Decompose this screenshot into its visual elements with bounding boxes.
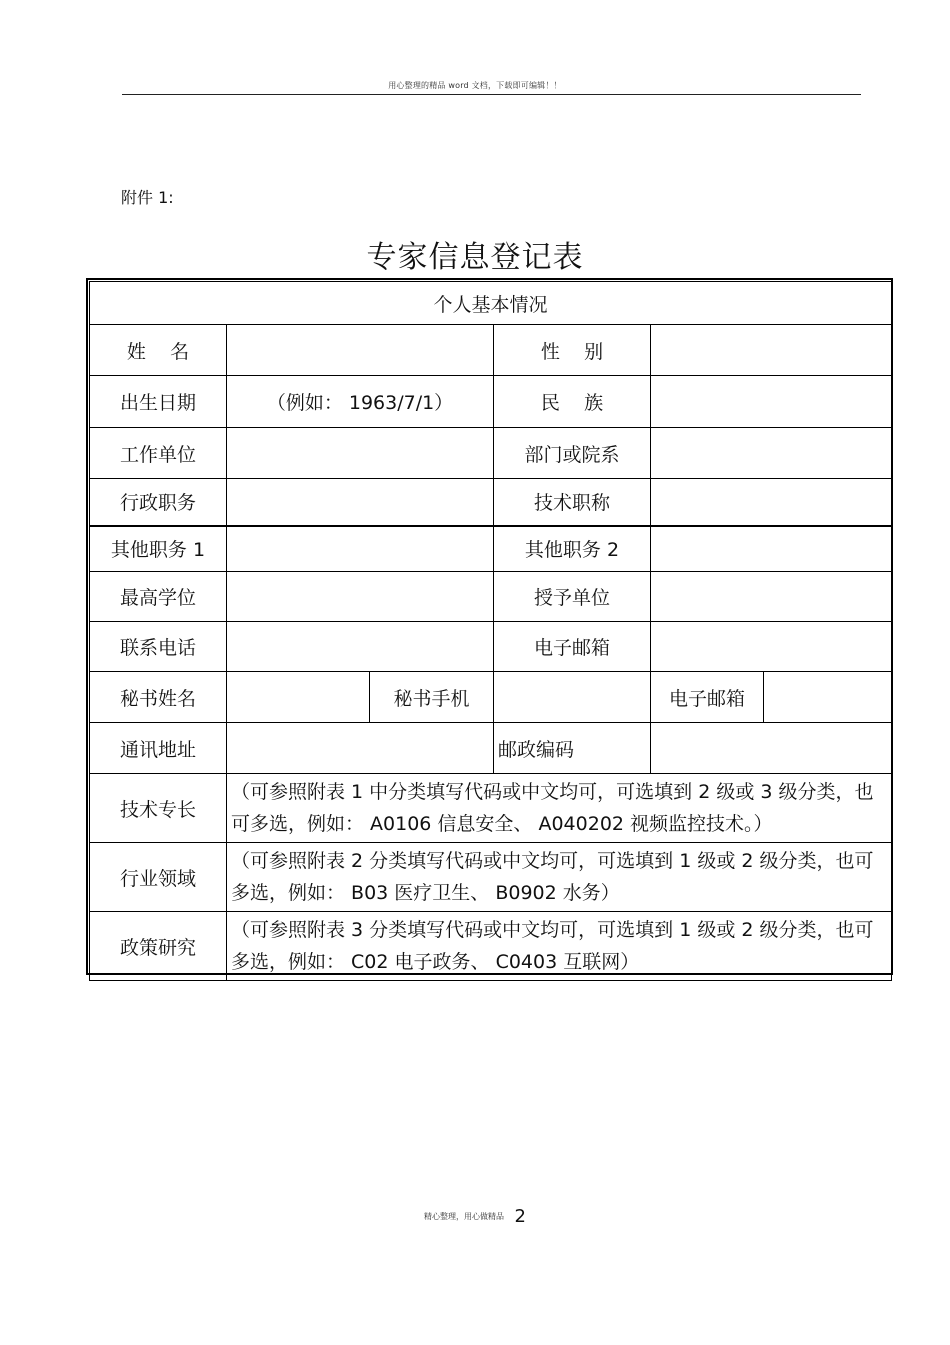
tech-title-field[interactable] [651,479,892,526]
page-title: 专家信息登记表 [366,240,584,275]
degree-grantor-field[interactable] [651,572,892,622]
page-footer [0,1206,950,1227]
page-header-text: 用心整理的精品 word 文档，下载即可编辑！！ [388,81,562,90]
gender-label: 性 别 [494,325,651,376]
ethnic-label: 民 族 [494,376,651,428]
ethnic-field[interactable] [651,376,892,428]
other-post2-field[interactable] [651,526,892,572]
phone-field[interactable] [227,622,494,672]
postcode-label: 邮政编码 [494,723,651,774]
other-post1-field[interactable] [227,526,494,572]
name-label: 姓 名 [90,325,227,376]
secretary-email-field[interactable] [764,672,892,723]
email-field[interactable] [651,622,892,672]
degree-grantor-label: 授予单位 [494,572,651,622]
postcode-field[interactable] [651,723,892,774]
email-label: 电子邮箱 [494,622,651,672]
tech-title-label: 技术职称 [494,479,651,526]
birth-date-field[interactable]: （例如： 1963/7/1） [227,376,494,428]
policy-field[interactable]: （可参照附表 3 分类填写代码或中文均可，可选填到 1 级或 2 级分类，也可多选，例如： C02 电子政务、 C0403 互联网） [227,912,892,981]
name-field[interactable] [227,325,494,376]
secretary-email-label: 电子邮箱 [651,672,764,723]
degree-label: 最高学位 [90,572,227,622]
industry-label: 行业领域 [90,843,227,912]
secretary-name-label: 秘书姓名 [90,672,227,723]
department-label: 部门或院系 [494,428,651,479]
admin-post-label: 行政职务 [90,479,227,526]
secretary-name-field[interactable] [227,672,370,723]
secretary-mobile-field[interactable] [494,672,651,723]
expertise-field[interactable]: （可参照附表 1 中分类填写代码或中文均可，可选填到 2 级或 3 级分类，也可多选，例如： A0106 信息安全、 A040202 视频监控技术。） [227,774,892,843]
policy-label: 政策研究 [90,912,227,981]
degree-field[interactable] [227,572,494,622]
employer-label: 工作单位 [90,428,227,479]
expertise-label: 技术专长 [90,774,227,843]
phone-label: 联系电话 [90,622,227,672]
footer-text: 精心整理，用心做精品 [424,1212,504,1221]
admin-post-field[interactable] [227,479,494,526]
birth-date-label: 出生日期 [90,376,227,428]
attachment-label: 附件 1: [121,188,174,207]
section-header: 个人基本情况 [90,282,892,325]
industry-field[interactable]: （可参照附表 2 分类填写代码或中文均可，可选填到 1 级或 2 级分类，也可多选，例如： B03 医疗卫生、 B0902 水务） [227,843,892,912]
address-field[interactable] [227,723,494,774]
page-number: 2 [514,1206,526,1227]
other-post2-label: 其他职务 2 [494,526,651,572]
gender-field[interactable] [651,325,892,376]
department-field[interactable] [651,428,892,479]
address-label: 通讯地址 [90,723,227,774]
header-rule [122,94,861,95]
other-post1-label: 其他职务 1 [90,526,227,572]
employer-field[interactable] [227,428,494,479]
secretary-mobile-label: 秘书手机 [370,672,494,723]
expert-registration-table [89,281,892,981]
